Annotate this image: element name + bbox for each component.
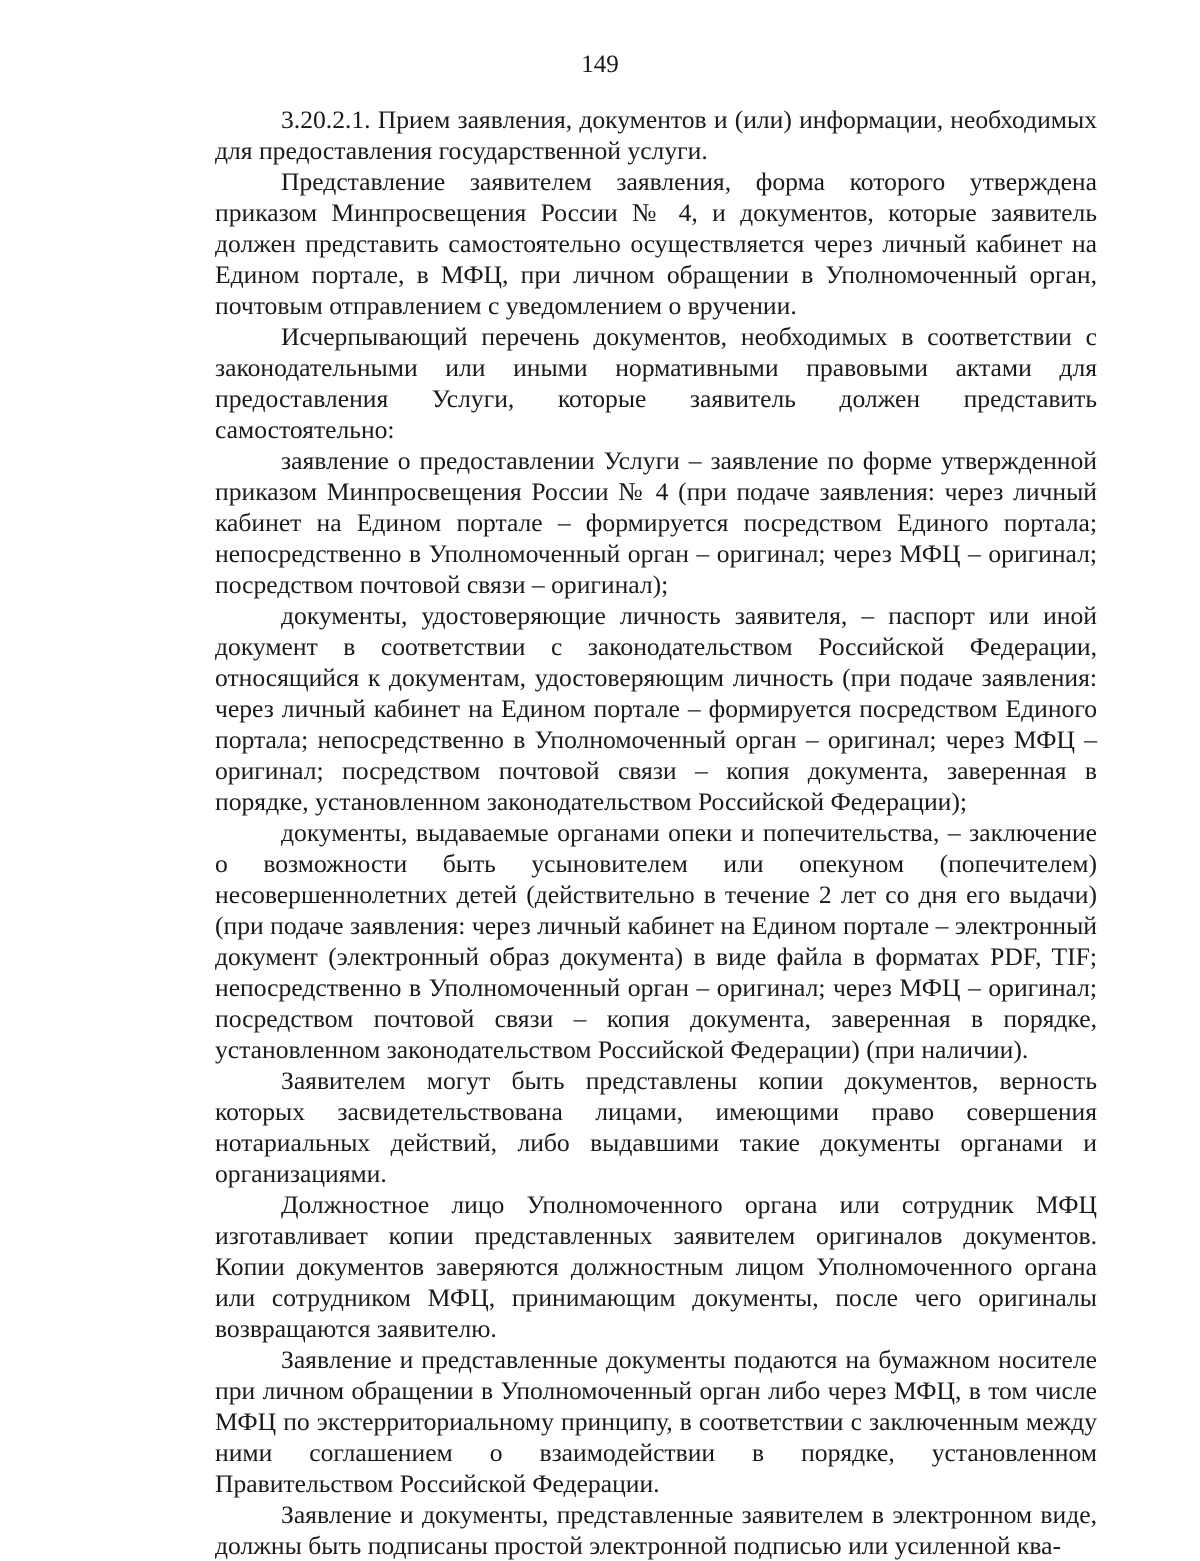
document-body <box>215 104 1097 1561</box>
paragraph-documents-list-intro: Исчерпывающий перечень документов, необходимых в соответствии с законодательными или иными нормативными правовыми актами для предоставления Услуги, которые заявитель должен представить самостоятельно: <box>215 322 1097 444</box>
paragraph-electronic-submission: Заявление и документы, представленные заявителем в электронном виде, должны быть подписаны простой электронной подписью или усиленной ква- <box>215 1500 1097 1560</box>
paragraph-application-form: заявление о предоставлении Услуги – заявление по форме утвержденной приказом Минпросвещения России № 4 (при подаче заявления: через личный кабинет на Едином портале – формируется посредством Единого портала; непосредственно в Уполномоченный орган – оригинал; через МФЦ – оригинал; посредством почтовой связи – оригинал); <box>215 446 1097 599</box>
page-number: 149 <box>581 51 619 78</box>
paragraph-guardianship-documents: документы, выдаваемые органами опеки и попечительства, – заключение о возможности быть усыновителем или опекуном (попечителем) несовершеннолетних детей (действительно в течение 2 лет со дня его выдачи) (при подаче заявления: через личный кабинет на Едином портале – электронный документ (электронный образ документа) в виде файла в форматах PDF, TIF; непосредственно в Уполномоченный орган – оригинал; через МФЦ – оригинал; посредством почтовой связи – копия документа, заверенная в порядке, установленном законодательством Российской Федерации) (при наличии). <box>215 818 1097 1064</box>
paragraph-identity-documents: документы, удостоверяющие личность заявителя, – паспорт или иной документ в соответствии с законодательством Российской Федерации, относящийся к документам, удостоверяющим личность (при подаче заявления: через личный кабинет на Едином портале – формируется посредством Единого портала; непосредственно в Уполномоченный орган – оригинал; через МФЦ – оригинал; посредством почтовой связи – копия документа, заверенная в порядке, установленном законодательством Российской Федерации); <box>215 601 1097 816</box>
paragraph-section-heading: 3.20.2.1. Прием заявления, документов и (или) информации, необходимых для предоставления государственной услуги. <box>215 105 1097 165</box>
paragraph-submission-methods: Представление заявителем заявления, форма которого утверждена приказом Минпросвещения России № 4, и документов, которые заявитель должен представить самостоятельно осуществляется через личный кабинет на Едином портале, в МФЦ, при личном обращении в Уполномоченный орган, почтовым отправлением с уведомлением о вручении. <box>215 167 1097 320</box>
paragraph-copy-production: Должностное лицо Уполномоченного органа или сотрудник МФЦ изготавливает копии представленных заявителем оригиналов документов. Копии документов заверяются должностным лицом Уполномоченного органа или сотрудником МФЦ, принимающим документы, после чего оригиналы возвращаются заявителю. <box>215 1190 1097 1343</box>
paragraph-certified-copies: Заявителем могут быть представлены копии документов, верность которых засвидетельствована лицами, имеющими право совершения нотариальных действий, либо выдавшими такие документы органами и организациями. <box>215 1066 1097 1188</box>
paragraph-paper-submission: Заявление и представленные документы подаются на бумажном носителе при личном обращении в Уполномоченный орган либо через МФЦ, в том числе МФЦ по экстерриториальному принципу, в соответствии с заключенным между ними соглашением о взаимодействии в порядке, установленном Правительством Российской Федерации. <box>215 1345 1097 1498</box>
